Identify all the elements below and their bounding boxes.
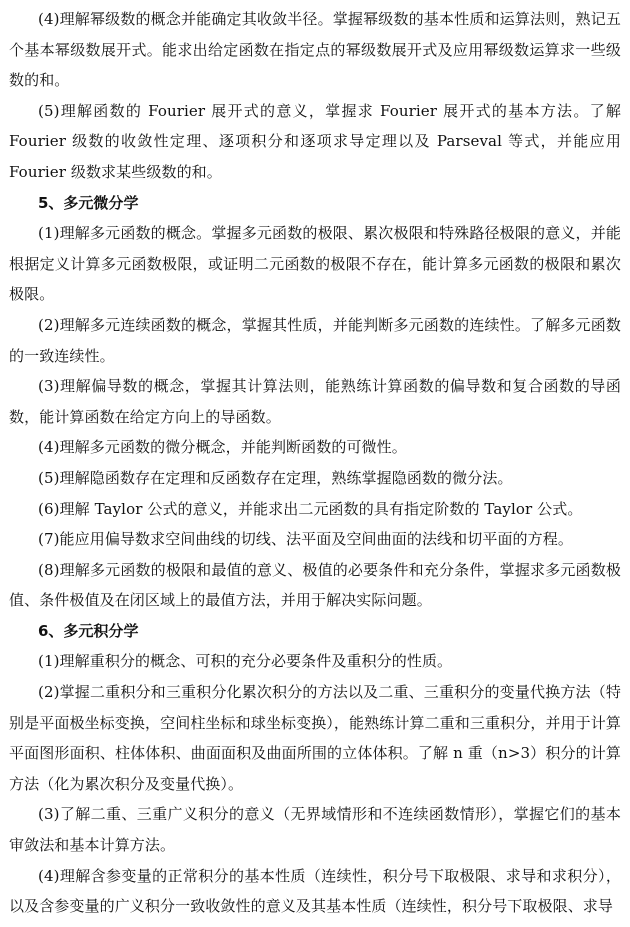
document-page bbox=[9, 4, 621, 922]
paragraph-implicit-functions: (5)理解隐函数存在定理和反函数存在定理，熟练掌握隐函数的微分法。 bbox=[38, 468, 513, 487]
paragraph-partial-derivatives: (3)理解偏导数的概念，掌握其计算法则，能熟练计算函数的偏导数和复合函数的导函数，能计算函数在给定方向上的导函数。 bbox=[9, 377, 621, 426]
section-heading-multivariable-integral: 6、多元积分学 bbox=[38, 621, 139, 640]
paragraph-double-triple-integrals: (2)掌握二重积分和三重积分化累次积分的方法以及二重、三重积分的变量代换方法（特别是平面极坐标变换，空间柱坐标和球坐标变换），能熟练计算二重和三重积分，并用于计算平面图形面积、柱体体积、曲面面积及曲面所围的立体体积。了解 n 重（n>3）积分的计算方法（化为累次积分及变量代换）。 bbox=[9, 683, 621, 793]
paragraph-multivariable-functions: (1)理解多元函数的概念。掌握多元函数的极限、累次极限和特殊路径极限的意义，并能根据定义计算多元函数极限，或证明二元函数的极限不存在，能计算多元函数的极限和累次极限。 bbox=[9, 224, 621, 304]
paragraph-continuous-functions: (2)理解多元连续函数的概念，掌握其性质，并能判断多元函数的连续性。了解多元函数的一致连续性。 bbox=[9, 315, 621, 365]
paragraph-tangent-planes: (7)能应用偏导数求空间曲线的切线、法平面及空间曲面的法线和切平面的方程。 bbox=[38, 530, 573, 549]
paragraph-fourier: (5)理解函数的 Fourier 展开式的意义，掌握求 Fourier 展开式的基本方法。了解 Fourier 级数的收敛性定理、逐项积分和逐项求导定理以及 Parseval 等式，并能应用 Fourier 级数求某些级数的和。 bbox=[9, 101, 621, 181]
paragraph-improper-integrals: (3)了解二重、三重广义积分的意义（无界域情形和不连续函数情形），掌握它们的基本审敛法和基本计算方法。 bbox=[9, 805, 621, 855]
paragraph-extrema: (8)理解多元函数的极限和最值的意义、极值的必要条件和充分条件，掌握求多元函数极值、条件极值及在闭区域上的最值方法，并用于解决实际问题。 bbox=[9, 560, 621, 610]
paragraph-taylor: (6)理解 Taylor 公式的意义，并能求出二元函数的具有指定阶数的 Taylor 公式。 bbox=[38, 499, 583, 518]
paragraph-power-series: (4)理解幂级数的概念并能确定其收敛半径。掌握幂级数的基本性质和运算法则，熟记五个基本幂级数展开式。能求出给定函数在指定点的幂级数展开式及应用幂级数运算求一些级数的和。 bbox=[9, 10, 621, 90]
paragraph-parameter-integrals: (4)理解含参变量的正常积分的基本性质（连续性，积分号下取极限、求导和求积分），以及含参变量的广义积分一致收敛性的意义及其基本性质（连续性，积分号下取极限、求导 bbox=[9, 866, 621, 916]
paragraph-differential: (4)理解多元函数的微分概念，并能判断函数的可微性。 bbox=[38, 438, 407, 457]
section-heading-multivariable-differential: 5、多元微分学 bbox=[38, 193, 139, 212]
paragraph-multiple-integrals: (1)理解重积分的概念、可积的充分必要条件及重积分的性质。 bbox=[38, 652, 453, 671]
